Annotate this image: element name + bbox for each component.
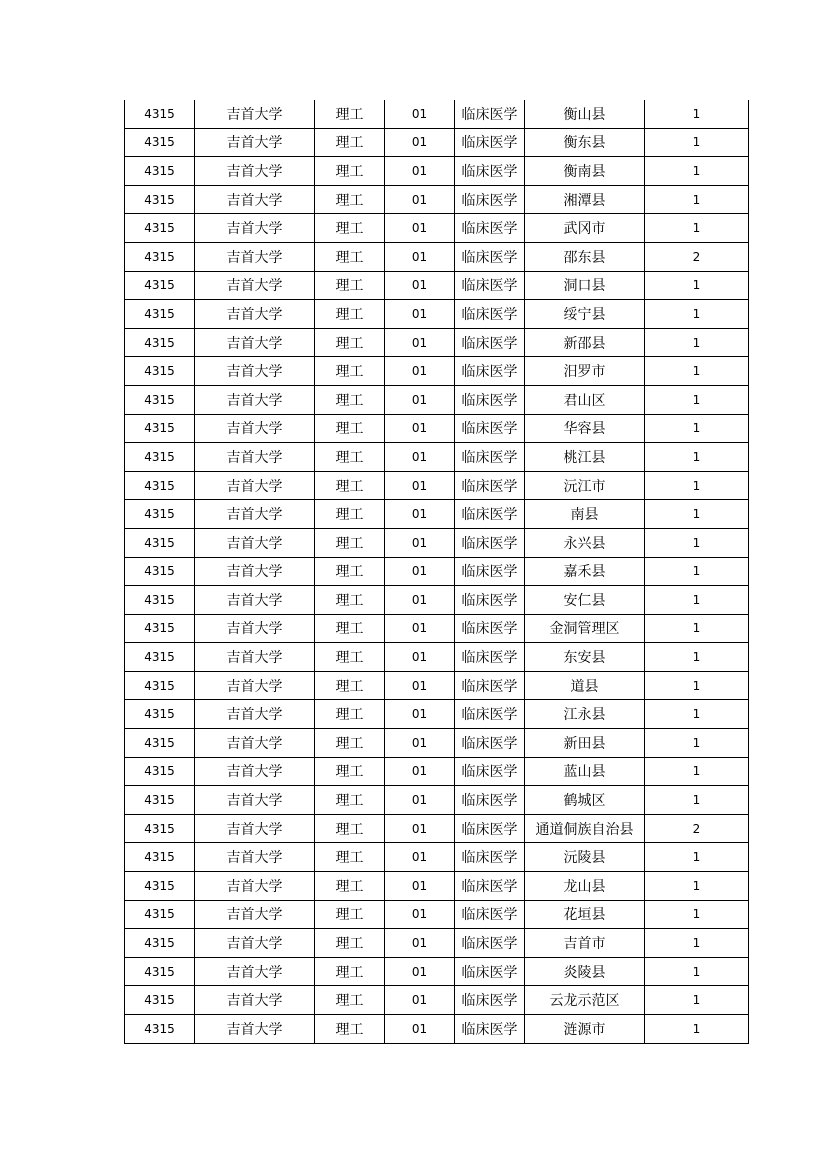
category-cell: 理工 — [315, 100, 385, 128]
major-code-cell: 01 — [385, 1015, 455, 1044]
code-cell: 4315 — [125, 700, 195, 729]
code-cell: 4315 — [125, 300, 195, 329]
category-cell: 理工 — [315, 614, 385, 643]
major-code-cell: 01 — [385, 814, 455, 843]
table-row — [125, 729, 749, 758]
quota-cell: 1 — [645, 357, 749, 386]
table-row — [125, 929, 749, 958]
table-row — [125, 242, 749, 271]
major-code-cell: 01 — [385, 100, 455, 128]
major-code-cell: 01 — [385, 328, 455, 357]
quota-cell: 1 — [645, 643, 749, 672]
table-row — [125, 214, 749, 243]
county-cell: 安仁县 — [525, 586, 645, 615]
quota-cell: 1 — [645, 385, 749, 414]
table-row — [125, 528, 749, 557]
quota-cell: 1 — [645, 471, 749, 500]
major-cell: 临床医学 — [455, 843, 525, 872]
major-code-cell: 01 — [385, 471, 455, 500]
major-code-cell: 01 — [385, 900, 455, 929]
major-cell: 临床医学 — [455, 900, 525, 929]
major-cell: 临床医学 — [455, 786, 525, 815]
table-row — [125, 900, 749, 929]
code-cell: 4315 — [125, 128, 195, 157]
table-row — [125, 671, 749, 700]
school-cell: 吉首大学 — [195, 814, 315, 843]
code-cell: 4315 — [125, 957, 195, 986]
code-cell: 4315 — [125, 385, 195, 414]
major-code-cell: 01 — [385, 300, 455, 329]
table-row — [125, 443, 749, 472]
major-cell: 临床医学 — [455, 700, 525, 729]
major-cell: 临床医学 — [455, 986, 525, 1015]
major-cell: 临床医学 — [455, 500, 525, 529]
county-cell: 花垣县 — [525, 900, 645, 929]
county-cell: 衡南县 — [525, 157, 645, 186]
quota-cell: 1 — [645, 528, 749, 557]
quota-cell: 1 — [645, 271, 749, 300]
school-cell: 吉首大学 — [195, 700, 315, 729]
category-cell: 理工 — [315, 385, 385, 414]
quota-cell: 1 — [645, 214, 749, 243]
code-cell: 4315 — [125, 729, 195, 758]
code-cell: 4315 — [125, 100, 195, 128]
major-cell: 临床医学 — [455, 328, 525, 357]
school-cell: 吉首大学 — [195, 271, 315, 300]
major-cell: 临床医学 — [455, 300, 525, 329]
school-cell: 吉首大学 — [195, 586, 315, 615]
major-code-cell: 01 — [385, 443, 455, 472]
category-cell: 理工 — [315, 729, 385, 758]
major-cell: 临床医学 — [455, 643, 525, 672]
county-cell: 华容县 — [525, 414, 645, 443]
major-cell: 临床医学 — [455, 814, 525, 843]
category-cell: 理工 — [315, 471, 385, 500]
major-cell: 临床医学 — [455, 242, 525, 271]
code-cell: 4315 — [125, 814, 195, 843]
school-cell: 吉首大学 — [195, 128, 315, 157]
table-row — [125, 614, 749, 643]
table-row — [125, 957, 749, 986]
category-cell: 理工 — [315, 643, 385, 672]
quota-cell: 1 — [645, 500, 749, 529]
major-cell: 临床医学 — [455, 214, 525, 243]
major-cell: 临床医学 — [455, 671, 525, 700]
school-cell: 吉首大学 — [195, 671, 315, 700]
school-cell: 吉首大学 — [195, 500, 315, 529]
major-code-cell: 01 — [385, 929, 455, 958]
quota-cell: 2 — [645, 814, 749, 843]
county-cell: 东安县 — [525, 643, 645, 672]
school-cell: 吉首大学 — [195, 157, 315, 186]
code-cell: 4315 — [125, 643, 195, 672]
major-code-cell: 01 — [385, 385, 455, 414]
major-code-cell: 01 — [385, 729, 455, 758]
major-cell: 临床医学 — [455, 128, 525, 157]
county-cell: 武冈市 — [525, 214, 645, 243]
county-cell: 湘潭县 — [525, 185, 645, 214]
category-cell: 理工 — [315, 843, 385, 872]
table-row — [125, 643, 749, 672]
code-cell: 4315 — [125, 443, 195, 472]
table-row — [125, 100, 749, 128]
major-cell: 临床医学 — [455, 872, 525, 901]
major-cell: 临床医学 — [455, 528, 525, 557]
county-cell: 衡东县 — [525, 128, 645, 157]
code-cell: 4315 — [125, 929, 195, 958]
county-cell: 桃江县 — [525, 443, 645, 472]
quota-cell: 1 — [645, 872, 749, 901]
category-cell: 理工 — [315, 443, 385, 472]
quota-cell: 1 — [645, 786, 749, 815]
school-cell: 吉首大学 — [195, 757, 315, 786]
school-cell: 吉首大学 — [195, 185, 315, 214]
quota-cell: 1 — [645, 614, 749, 643]
table-row — [125, 843, 749, 872]
major-code-cell: 01 — [385, 643, 455, 672]
code-cell: 4315 — [125, 872, 195, 901]
quota-cell: 1 — [645, 328, 749, 357]
code-cell: 4315 — [125, 671, 195, 700]
school-cell: 吉首大学 — [195, 900, 315, 929]
table-row — [125, 385, 749, 414]
code-cell: 4315 — [125, 557, 195, 586]
major-code-cell: 01 — [385, 614, 455, 643]
category-cell: 理工 — [315, 128, 385, 157]
quota-cell: 1 — [645, 586, 749, 615]
major-cell: 临床医学 — [455, 929, 525, 958]
code-cell: 4315 — [125, 614, 195, 643]
major-code-cell: 01 — [385, 128, 455, 157]
code-cell: 4315 — [125, 500, 195, 529]
school-cell: 吉首大学 — [195, 929, 315, 958]
school-cell: 吉首大学 — [195, 300, 315, 329]
category-cell: 理工 — [315, 986, 385, 1015]
table-row — [125, 757, 749, 786]
quota-cell: 1 — [645, 128, 749, 157]
table-row — [125, 128, 749, 157]
school-cell: 吉首大学 — [195, 957, 315, 986]
table-row — [125, 357, 749, 386]
category-cell: 理工 — [315, 671, 385, 700]
quota-cell: 2 — [645, 242, 749, 271]
code-cell: 4315 — [125, 214, 195, 243]
major-code-cell: 01 — [385, 528, 455, 557]
major-code-cell: 01 — [385, 757, 455, 786]
school-cell: 吉首大学 — [195, 557, 315, 586]
major-cell: 临床医学 — [455, 443, 525, 472]
school-cell: 吉首大学 — [195, 385, 315, 414]
category-cell: 理工 — [315, 157, 385, 186]
table-row — [125, 786, 749, 815]
table-row — [125, 414, 749, 443]
county-cell: 通道侗族自治县 — [525, 814, 645, 843]
code-cell: 4315 — [125, 471, 195, 500]
county-cell: 江永县 — [525, 700, 645, 729]
quota-cell: 1 — [645, 986, 749, 1015]
code-cell: 4315 — [125, 242, 195, 271]
category-cell: 理工 — [315, 1015, 385, 1044]
table-body — [125, 100, 749, 1043]
major-cell: 临床医学 — [455, 100, 525, 128]
county-cell: 龙山县 — [525, 872, 645, 901]
major-cell: 临床医学 — [455, 414, 525, 443]
major-cell: 临床医学 — [455, 471, 525, 500]
table-row — [125, 986, 749, 1015]
school-cell: 吉首大学 — [195, 357, 315, 386]
table-row — [125, 814, 749, 843]
school-cell: 吉首大学 — [195, 614, 315, 643]
category-cell: 理工 — [315, 786, 385, 815]
quota-cell: 1 — [645, 100, 749, 128]
school-cell: 吉首大学 — [195, 214, 315, 243]
major-cell: 临床医学 — [455, 357, 525, 386]
major-code-cell: 01 — [385, 986, 455, 1015]
major-code-cell: 01 — [385, 786, 455, 815]
table-row — [125, 557, 749, 586]
major-cell: 临床医学 — [455, 586, 525, 615]
major-code-cell: 01 — [385, 500, 455, 529]
county-cell: 永兴县 — [525, 528, 645, 557]
school-cell: 吉首大学 — [195, 643, 315, 672]
category-cell: 理工 — [315, 957, 385, 986]
quota-cell: 1 — [645, 185, 749, 214]
quota-cell: 1 — [645, 757, 749, 786]
quota-cell: 1 — [645, 843, 749, 872]
category-cell: 理工 — [315, 328, 385, 357]
major-code-cell: 01 — [385, 957, 455, 986]
quota-cell: 1 — [645, 557, 749, 586]
major-cell: 临床医学 — [455, 185, 525, 214]
major-cell: 临床医学 — [455, 729, 525, 758]
category-cell: 理工 — [315, 242, 385, 271]
county-cell: 涟源市 — [525, 1015, 645, 1044]
table-row — [125, 157, 749, 186]
code-cell: 4315 — [125, 157, 195, 186]
county-cell: 道县 — [525, 671, 645, 700]
major-code-cell: 01 — [385, 357, 455, 386]
county-cell: 新田县 — [525, 729, 645, 758]
quota-cell: 1 — [645, 300, 749, 329]
school-cell: 吉首大学 — [195, 414, 315, 443]
major-code-cell: 01 — [385, 843, 455, 872]
category-cell: 理工 — [315, 271, 385, 300]
code-cell: 4315 — [125, 271, 195, 300]
table-row — [125, 328, 749, 357]
school-cell: 吉首大学 — [195, 786, 315, 815]
county-cell: 吉首市 — [525, 929, 645, 958]
category-cell: 理工 — [315, 814, 385, 843]
category-cell: 理工 — [315, 185, 385, 214]
county-cell: 沅陵县 — [525, 843, 645, 872]
code-cell: 4315 — [125, 414, 195, 443]
category-cell: 理工 — [315, 414, 385, 443]
major-code-cell: 01 — [385, 671, 455, 700]
county-cell: 南县 — [525, 500, 645, 529]
major-cell: 临床医学 — [455, 271, 525, 300]
table-row — [125, 471, 749, 500]
school-cell: 吉首大学 — [195, 528, 315, 557]
category-cell: 理工 — [315, 528, 385, 557]
school-cell: 吉首大学 — [195, 242, 315, 271]
allocation-table — [124, 100, 749, 1044]
county-cell: 沅江市 — [525, 471, 645, 500]
county-cell: 邵东县 — [525, 242, 645, 271]
major-code-cell: 01 — [385, 586, 455, 615]
school-cell: 吉首大学 — [195, 471, 315, 500]
major-cell: 临床医学 — [455, 757, 525, 786]
category-cell: 理工 — [315, 500, 385, 529]
category-cell: 理工 — [315, 757, 385, 786]
code-cell: 4315 — [125, 586, 195, 615]
major-code-cell: 01 — [385, 271, 455, 300]
table-row — [125, 872, 749, 901]
code-cell: 4315 — [125, 1015, 195, 1044]
table-row — [125, 271, 749, 300]
code-cell: 4315 — [125, 986, 195, 1015]
county-cell: 绥宁县 — [525, 300, 645, 329]
school-cell: 吉首大学 — [195, 872, 315, 901]
county-cell: 云龙示范区 — [525, 986, 645, 1015]
code-cell: 4315 — [125, 900, 195, 929]
code-cell: 4315 — [125, 528, 195, 557]
quota-cell: 1 — [645, 157, 749, 186]
quota-cell: 1 — [645, 929, 749, 958]
category-cell: 理工 — [315, 929, 385, 958]
school-cell: 吉首大学 — [195, 843, 315, 872]
major-code-cell: 01 — [385, 872, 455, 901]
category-cell: 理工 — [315, 300, 385, 329]
table-row — [125, 500, 749, 529]
code-cell: 4315 — [125, 757, 195, 786]
major-code-cell: 01 — [385, 157, 455, 186]
major-cell: 临床医学 — [455, 385, 525, 414]
school-cell: 吉首大学 — [195, 1015, 315, 1044]
code-cell: 4315 — [125, 786, 195, 815]
major-code-cell: 01 — [385, 242, 455, 271]
category-cell: 理工 — [315, 900, 385, 929]
county-cell: 洞口县 — [525, 271, 645, 300]
quota-cell: 1 — [645, 671, 749, 700]
category-cell: 理工 — [315, 586, 385, 615]
table-row — [125, 586, 749, 615]
quota-cell: 1 — [645, 414, 749, 443]
major-code-cell: 01 — [385, 414, 455, 443]
category-cell: 理工 — [315, 357, 385, 386]
major-cell: 临床医学 — [455, 614, 525, 643]
code-cell: 4315 — [125, 328, 195, 357]
major-cell: 临床医学 — [455, 1015, 525, 1044]
category-cell: 理工 — [315, 214, 385, 243]
category-cell: 理工 — [315, 872, 385, 901]
quota-cell: 1 — [645, 900, 749, 929]
table-row — [125, 700, 749, 729]
category-cell: 理工 — [315, 700, 385, 729]
major-cell: 临床医学 — [455, 557, 525, 586]
school-cell: 吉首大学 — [195, 986, 315, 1015]
major-cell: 临床医学 — [455, 157, 525, 186]
county-cell: 汨罗市 — [525, 357, 645, 386]
school-cell: 吉首大学 — [195, 100, 315, 128]
category-cell: 理工 — [315, 557, 385, 586]
school-cell: 吉首大学 — [195, 729, 315, 758]
county-cell: 衡山县 — [525, 100, 645, 128]
county-cell: 金洞管理区 — [525, 614, 645, 643]
school-cell: 吉首大学 — [195, 328, 315, 357]
major-code-cell: 01 — [385, 700, 455, 729]
county-cell: 新邵县 — [525, 328, 645, 357]
table-row — [125, 1015, 749, 1044]
major-code-cell: 01 — [385, 185, 455, 214]
table-row — [125, 300, 749, 329]
county-cell: 蓝山县 — [525, 757, 645, 786]
major-code-cell: 01 — [385, 557, 455, 586]
major-code-cell: 01 — [385, 214, 455, 243]
code-cell: 4315 — [125, 185, 195, 214]
quota-cell: 1 — [645, 1015, 749, 1044]
quota-cell: 1 — [645, 443, 749, 472]
code-cell: 4315 — [125, 357, 195, 386]
table-row — [125, 185, 749, 214]
quota-cell: 1 — [645, 729, 749, 758]
county-cell: 炎陵县 — [525, 957, 645, 986]
county-cell: 嘉禾县 — [525, 557, 645, 586]
quota-cell: 1 — [645, 700, 749, 729]
quota-cell: 1 — [645, 957, 749, 986]
county-cell: 君山区 — [525, 385, 645, 414]
major-cell: 临床医学 — [455, 957, 525, 986]
code-cell: 4315 — [125, 843, 195, 872]
school-cell: 吉首大学 — [195, 443, 315, 472]
county-cell: 鹤城区 — [525, 786, 645, 815]
